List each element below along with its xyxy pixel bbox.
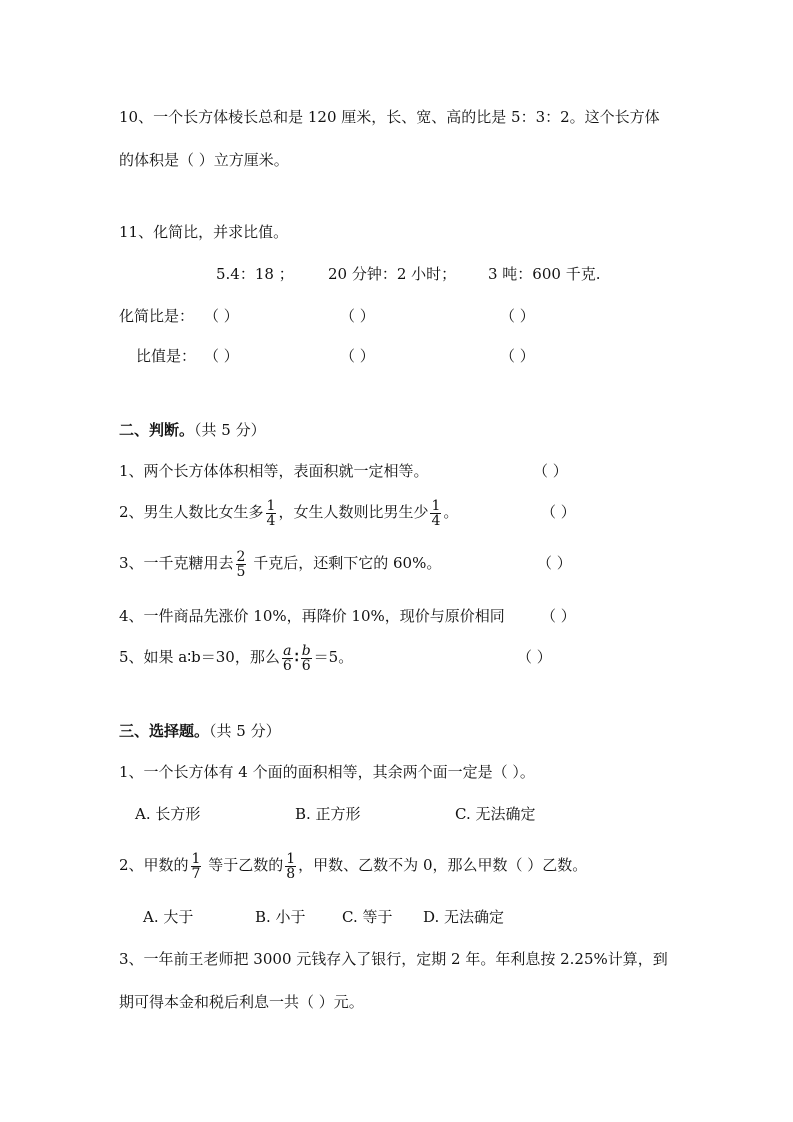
choice-q2-option-b[interactable]: B. 小于 <box>255 908 306 926</box>
choice-q2-option-d[interactable]: D. 无法确定 <box>423 908 505 926</box>
section2-heading: 二、判断。 <box>119 421 195 439</box>
fraction: $\frac{1}{8}$ <box>286 850 296 882</box>
value-blank-2[interactable]: （ ） <box>340 347 375 365</box>
judge-blank-5[interactable]: （ ） <box>517 648 552 666</box>
choice-q2: 2、甲数的 $\frac{1}{7}$ 等于乙数的 $\frac{1}{8}$ ，甲数、乙数不为 0，那么甲数（ ）乙数。 <box>119 850 588 882</box>
choice-q3-line1: 3、一年前王老师把 3000 元钱存入了银行，定期 2 年。年利息按 2.25%计算，到 <box>119 950 668 968</box>
value-blank-1[interactable]: （ ） <box>204 347 239 365</box>
judge-item-2: 2、男生人数比女生多 $\frac{1}{4}$ ，女生人数则比男生少 $\frac{1}{4}$ 。 <box>119 497 459 529</box>
section2-header <box>119 420 266 440</box>
choice-q2-option-c[interactable]: C. 等于 <box>342 908 393 926</box>
section3-points: （共 5 分） <box>209 722 281 740</box>
value-blank-3[interactable]: （ ） <box>500 347 535 365</box>
simplified-blank-2[interactable]: （ ） <box>340 307 375 325</box>
choice-q1: 1、一个长方体有 4 个面的面积相等，其余两个面一定是（ ）。 <box>119 763 535 781</box>
judge-item-4: 4、一件商品先涨价 10%，再降价 10%，现价与原价相同 <box>119 607 505 625</box>
section2-points: （共 5 分） <box>194 421 266 439</box>
simplified-blank-1[interactable]: （ ） <box>204 307 239 325</box>
judge-blank-4[interactable]: （ ） <box>541 607 576 625</box>
judge-blank-1[interactable]: （ ） <box>533 462 568 480</box>
choice-q2-option-a[interactable]: A. 大于 <box>143 908 194 926</box>
section3-heading: 三、选择题。 <box>119 722 210 740</box>
fraction: $\frac{b}{6}$ <box>301 642 311 674</box>
q10-line2: 的体积是（ ）立方厘米。 <box>119 151 289 169</box>
q11-ratio-1: 5.4：18 ； <box>216 265 294 283</box>
value-label: 比值是： <box>136 347 197 365</box>
fraction: $\frac{1}{7}$ <box>191 850 201 882</box>
q11-title: 11、化简比，并求比值。 <box>119 223 289 241</box>
fraction: $\frac{1}{4}$ <box>431 497 441 529</box>
choice-q1-option-a[interactable]: A. 长方形 <box>135 805 201 823</box>
choice-q1-option-c[interactable]: C. 无法确定 <box>455 805 536 823</box>
section3-header <box>119 721 281 741</box>
judge-item-3: 3、一千克糖用去 $\frac{2}{5}$ 千克后，还剩下它的 60%。 <box>119 548 442 580</box>
simplified-blank-3[interactable]: （ ） <box>500 307 535 325</box>
fraction: $\frac{2}{5}$ <box>236 548 246 580</box>
fraction: $\frac{1}{4}$ <box>266 497 276 529</box>
judge-blank-3[interactable]: （ ） <box>537 554 572 572</box>
q11-ratio-2: 20 分钟：2 小时； <box>328 265 457 283</box>
choice-q3-line2: 期可得本金和税后利息一共（ ）元。 <box>119 993 364 1011</box>
fraction: $\frac{a}{6}$ <box>282 642 292 674</box>
judge-item-1: 1、两个长方体体积相等，表面积就一定相等。 <box>119 462 429 480</box>
simplified-label: 化简比是： <box>119 307 195 325</box>
q11-ratio-3: 3 吨：600 千克. <box>488 265 601 283</box>
judge-item-5: 5、如果 a∶b＝30，那么 $\frac{a}{6}$ ∶ $\frac{b}{6}$ ＝5。 <box>119 642 354 674</box>
judge-blank-2[interactable]: （ ） <box>541 503 576 521</box>
choice-q1-option-b[interactable]: B. 正方形 <box>295 805 361 823</box>
q10-line1: 10、一个长方体棱长总和是 120 厘米，长、宽、高的比是 5：3：2。这个长方体 <box>119 108 660 126</box>
